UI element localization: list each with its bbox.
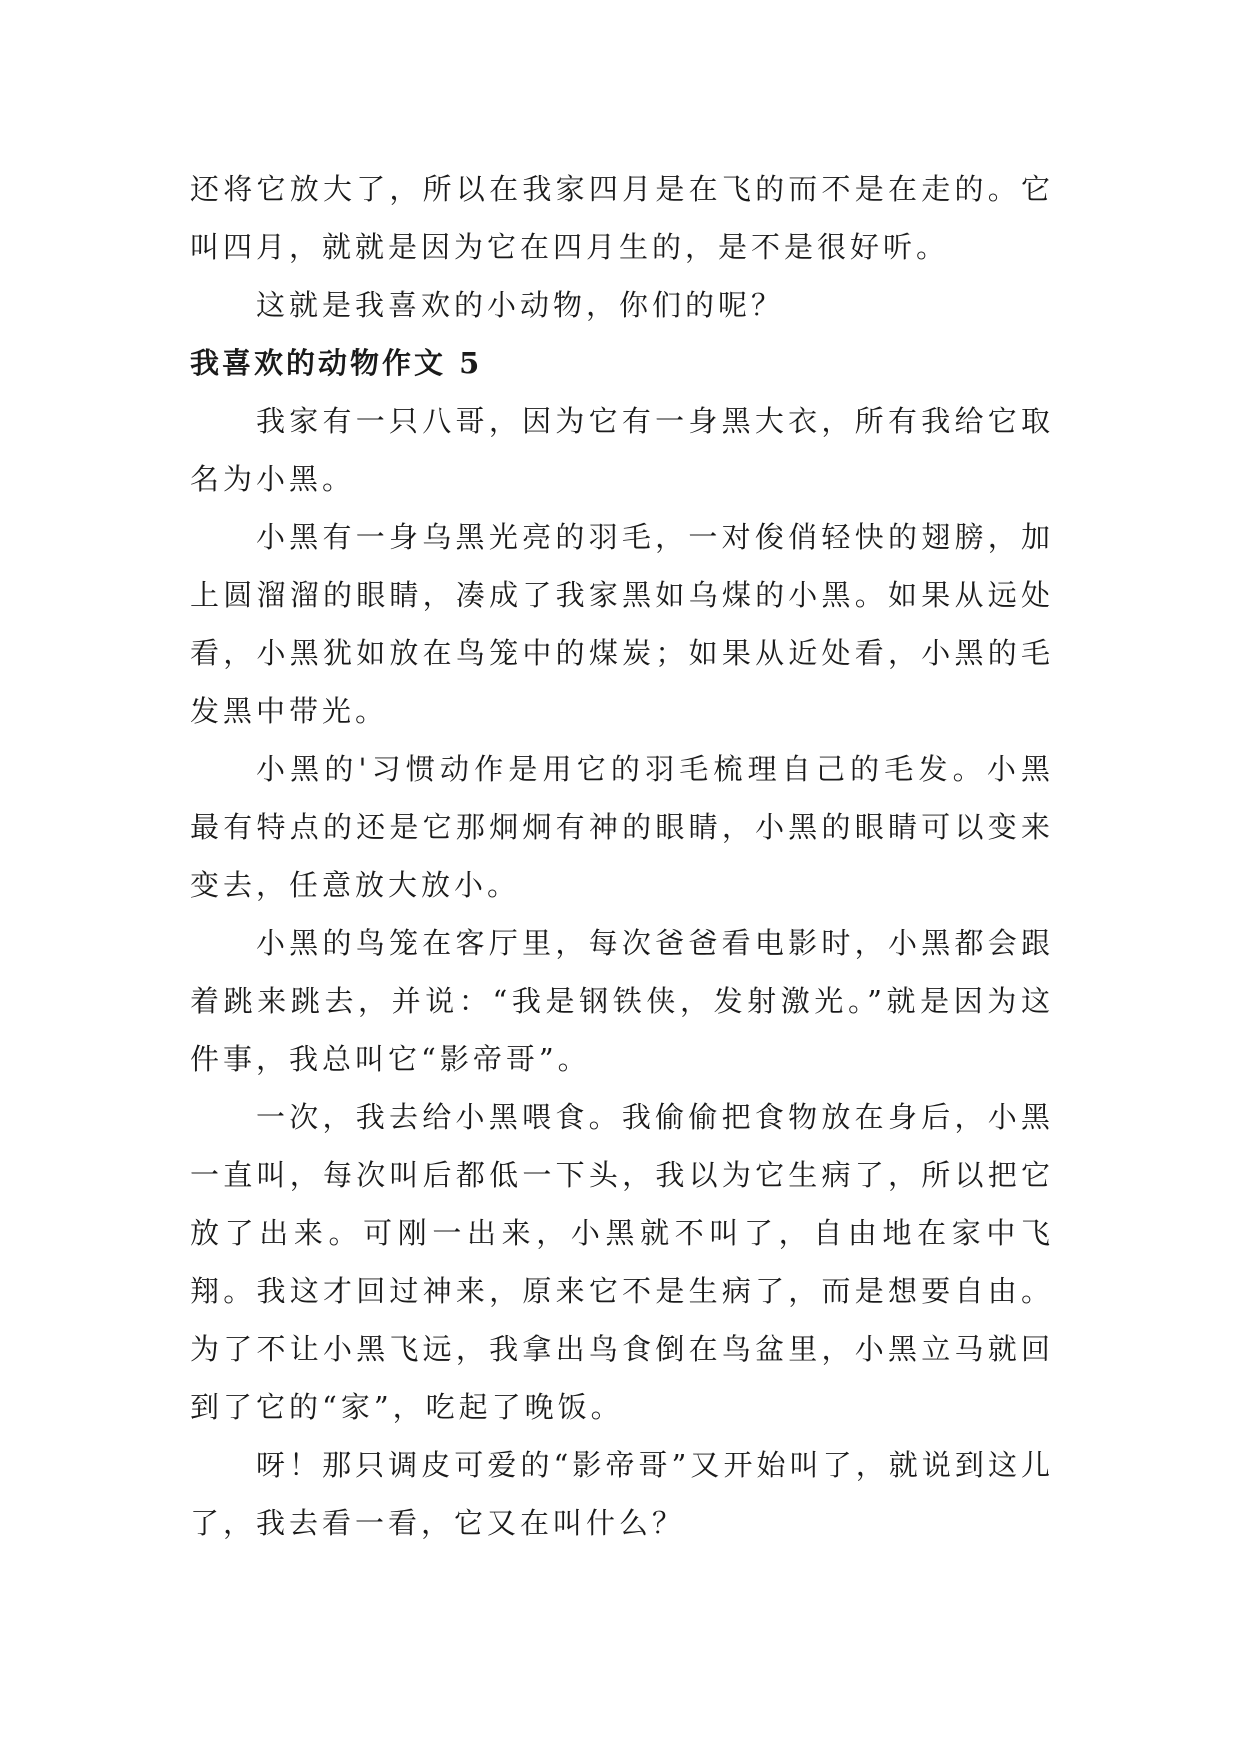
paragraph-intro: 我家有一只八哥，因为它有一身黑大衣，所有我给它取名为小黑。 bbox=[190, 404, 1054, 496]
paragraph-living-room: 小黑的鸟笼在客厅里，每次爸爸看电影时，小黑都会跟着跳来跳去，并说：“我是钢铁侠，发射激光。”就是因为这件事，我总叫它“影帝哥”。 bbox=[190, 926, 1054, 1076]
paragraph-ending: 呀！那只调皮可爱的“影帝哥”又开始叫了，就说到这儿了，我去看一看，它又在叫什么？ bbox=[190, 1448, 1054, 1540]
paragraph-feeding-story: 一次，我去给小黑喂食。我偷偷把食物放在身后，小黑一直叫，每次叫后都低一下头，我以为它生病了，所以把它放了出来。可刚一出来，小黑就不叫了，自由地在家中飞翔。我这才回过神来，原来它不是生病了，而是想要自由。为了不让小黑飞远，我拿出鸟食倒在鸟盆里，小黑立马就回到了它的“家”，吃起了晚饭。 bbox=[190, 1100, 1054, 1424]
document-body bbox=[190, 160, 1054, 1552]
paragraph-continuation: 还将它放大了，所以在我家四月是在飞的而不是在走的。它叫四月，就就是因为它在四月生的，是不是很好听。 bbox=[190, 172, 1054, 264]
paragraph-appearance: 小黑有一身乌黑光亮的羽毛，一对俊俏轻快的翅膀，加上圆溜溜的眼睛，凑成了我家黑如乌煤的小黑。如果从远处看，小黑犹如放在鸟笼中的煤炭；如果从近处看，小黑的毛发黑中带光。 bbox=[190, 520, 1054, 728]
paragraph-habits: 小黑的'习惯动作是用它的羽毛梳理自己的毛发。小黑最有特点的还是它那炯炯有神的眼睛，小黑的眼睛可以变来变去，任意放大放小。 bbox=[190, 752, 1054, 902]
essay-title: 我喜欢的动物作文 5 bbox=[190, 346, 483, 380]
paragraph-closing-question: 这就是我喜欢的小动物，你们的呢？ bbox=[256, 288, 785, 322]
